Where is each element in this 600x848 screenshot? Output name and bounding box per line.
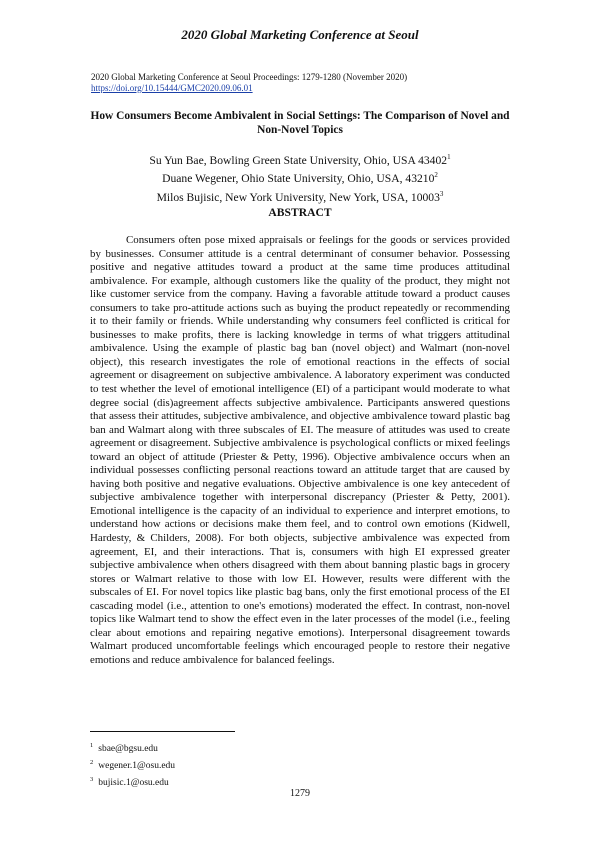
author-line bbox=[80, 168, 520, 186]
author-affiliation: Su Yun Bae, Bowling Green State University, Ohio, USA 43402 bbox=[149, 153, 448, 167]
running-header: 2020 Global Marketing Conference at Seoul bbox=[181, 27, 419, 42]
author-affiliation: Duane Wegener, Ohio State University, Ohio, USA, 43210 bbox=[162, 172, 435, 186]
footnote-email: sbae@bgsu.edu bbox=[98, 744, 158, 755]
abstract-heading: ABSTRACT bbox=[268, 206, 332, 219]
footnote-email: bujisic.1@osu.edu bbox=[98, 778, 169, 789]
author-line bbox=[80, 150, 520, 168]
footnote-mark: 1 bbox=[90, 742, 94, 749]
author-list bbox=[80, 150, 520, 205]
author-line bbox=[80, 187, 520, 205]
doi-link[interactable]: https://doi.org/10.15444/GMC2020.09.06.01 bbox=[91, 83, 253, 93]
abstract-body: Consumers often pose mixed appraisals or feelings for the goods or services provided by businesses. Consumer attitude is a central determinant of consumer behavior. Possessing positive and negative attitudes toward a product at the same time produces attitudinal ambivalence. For example, although customers like the quality of the product, they might not like customer service from the company. Having a favorable attitude toward a product causes consumers to take pro-attitude actions such as buying the product repeatedly or recommending it to their family or friends. While understanding why consumers feel conflicted is critical for businesses to make profits, there is lacking knowledge in terms of what triggers attitudinal ambivalence. Using the example of plastic bag ban (novel object) and Walmart (non-novel object), this research investigates the role of emotional reactions in the effects of social agreement or disagreement on subjective ambivalence. A laboratory experiment was conducted to test whether the level of emotional intelligence (EI) of a participant would moderate to what degree social (dis)agreement affects subjective ambivalence. Participants answered questions that assess their attitudes, subjective ambivalence, and objective ambivalence toward plastic bag ban and Walmart along with three subscales of EI. The measure of attitudes was used to create agreement or disagreement. Subjective ambivalence is psychological conflicts or mixed feelings toward an object of attitude (Priester & Petty, 1996). Objective ambivalence occurs when an individual possesses conflicting personal reactions toward an attitude target that are caused by having both positive and negative evaluations. Objective ambivalence is one key antecedent of subjective ambivalence together with interpersonal discrepancy (Priester & Petty, 2001). Emotional intelligence is the capacity of an individual to experience and interpret emotions, to understand how actions or decisions make them feel, and to control own emotions (Kidwell, Hardesty, & Childers, 2008). For both objects, subjective ambivalence was expected from agreement, EI, and their interactions. That is, consumers with high EI expressed greater subjective ambivalence when others disagreed with them about banning plastic bags in grocery stores or Walmart relative to those with low EI. However, results were different with the subscales of EI. For novel topics like plastic bag bans, only the first emotional process of the EI cascading model (i.e., attention to one's emotions) moderated the effect. In contrast, non-novel topics like Walmart tend to show the effect even in the later processes of the model (i.e., feeling clear about emotions and repairing negative emotions). Interpersonal disagreement towards Walmart produced uncomfortable feelings which encouraged people to restore their negative emotions and reduce ambivalence for balanced feelings. bbox=[90, 234, 510, 666]
author-affiliation: Milos Bujisic, New York University, New York, USA, 10003 bbox=[156, 190, 440, 204]
proceedings-info bbox=[91, 72, 521, 94]
footnote bbox=[90, 756, 390, 773]
footnote-divider bbox=[90, 731, 235, 732]
page-number: 1279 bbox=[290, 788, 310, 799]
footnote bbox=[90, 739, 390, 756]
paper-title: How Consumers Become Ambivalent in Social Settings: The Comparison of Novel and Non-Novel Topics bbox=[90, 110, 510, 136]
footnote-email: wegener.1@osu.edu bbox=[98, 761, 176, 772]
footnote-mark: 2 bbox=[434, 171, 438, 180]
footnote-mark: 3 bbox=[439, 189, 444, 198]
footnotes bbox=[90, 739, 390, 790]
proceedings-citation: 2020 Global Marketing Conference at Seoul Proceedings: 1279-1280 (November 2020) bbox=[91, 72, 408, 82]
footnote-mark: 2 bbox=[90, 759, 94, 767]
footnote-mark: 3 bbox=[90, 776, 94, 784]
footnote-mark: 1 bbox=[447, 153, 451, 161]
